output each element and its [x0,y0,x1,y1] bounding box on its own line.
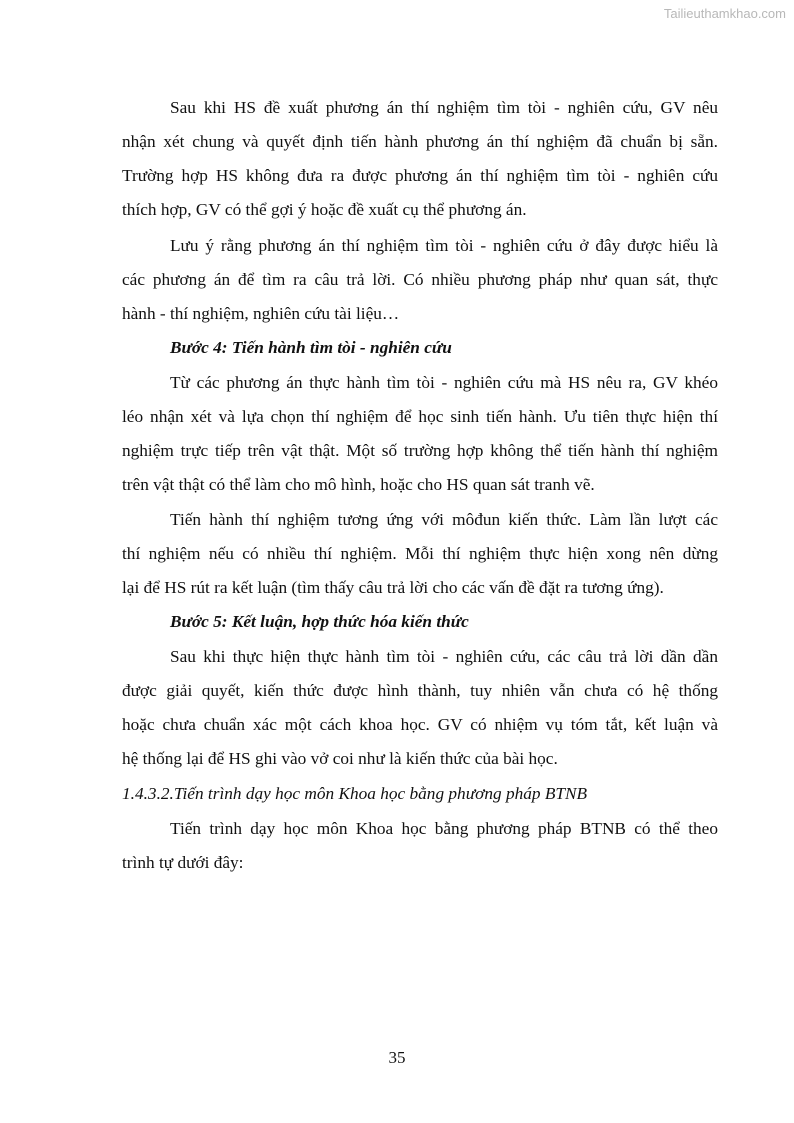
body-line: hoặc chưa chuẩn xác một cách khoa học. GV có nhiệm vụ tóm tắt, kết luận và [122,715,718,734]
subsection-heading: 1.4.3.2.Tiến trình dạy học môn Khoa học bằng phương pháp BTNB [122,784,588,803]
body-line: Từ các phương án thực hành tìm tòi - nghiên cứu mà HS nêu ra, GV khéo [170,373,718,392]
body-line: Sau khi HS đề xuất phương án thí nghiệm tìm tòi - nghiên cứu, GV nêu [170,98,718,117]
section-heading-step-5: Bước 5: Kết luận, hợp thức hóa kiến thức [170,612,469,631]
body-line: léo nhận xét và lựa chọn thí nghiệm để học sinh tiến hành. Ưu tiên thực hiện thí [122,407,718,426]
body-line: trên vật thật có thể làm cho mô hình, hoặc cho HS quan sát tranh vẽ. [122,475,595,494]
body-line: nhận xét chung và quyết định tiến hành phương án thí nghiệm đã chuẩn bị sẵn. [122,132,718,151]
body-line: Trường hợp HS không đưa ra được phương án thí nghiệm tìm tòi - nghiên cứu [122,166,718,185]
body-line: Tiến trình dạy học môn Khoa học bằng phương pháp BTNB có thể theo [170,819,718,838]
body-line: Sau khi thực hiện thực hành tìm tòi - nghiên cứu, các câu trả lời dần dần [170,647,718,666]
page-number: 35 [388,1048,406,1067]
body-line: Lưu ý rằng phương án thí nghiệm tìm tòi - nghiên cứu ở đây được hiểu là [170,236,718,255]
body-line: trình tự dưới đây: [122,853,244,872]
watermark: Tailieuthamkhao.com [663,6,786,21]
body-line: hệ thống lại để HS ghi vào vở coi như là kiến thức của bài học. [122,749,558,768]
body-line: thích hợp, GV có thể gợi ý hoặc đề xuất cụ thể phương án. [122,200,527,219]
body-line: hành - thí nghiệm, nghiên cứu tài liệu… [122,304,400,323]
body-line: Tiến hành thí nghiệm tương ứng với môđun kiến thức. Làm lần lượt các [170,510,718,529]
section-heading-step-4: Bước 4: Tiến hành tìm tòi - nghiên cứu [170,338,452,357]
body-line: nghiệm trực tiếp trên vật thật. Một số trường hợp không thể tiến hành thí nghiệm [122,441,718,460]
body-line: các phương án để tìm ra câu trả lời. Có nhiều phương pháp như quan sát, thực [122,270,718,289]
body-line: được giải quyết, kiến thức được hình thành, tuy nhiên vẫn chưa có hệ thống [122,681,718,700]
body-line: lại để HS rút ra kết luận (tìm thấy câu trả lời cho các vấn đề đặt ra tương ứng). [122,578,664,597]
body-line: thí nghiệm nếu có nhiều thí nghiệm. Mỗi thí nghiệm thực hiện xong nên dừng [122,544,718,563]
